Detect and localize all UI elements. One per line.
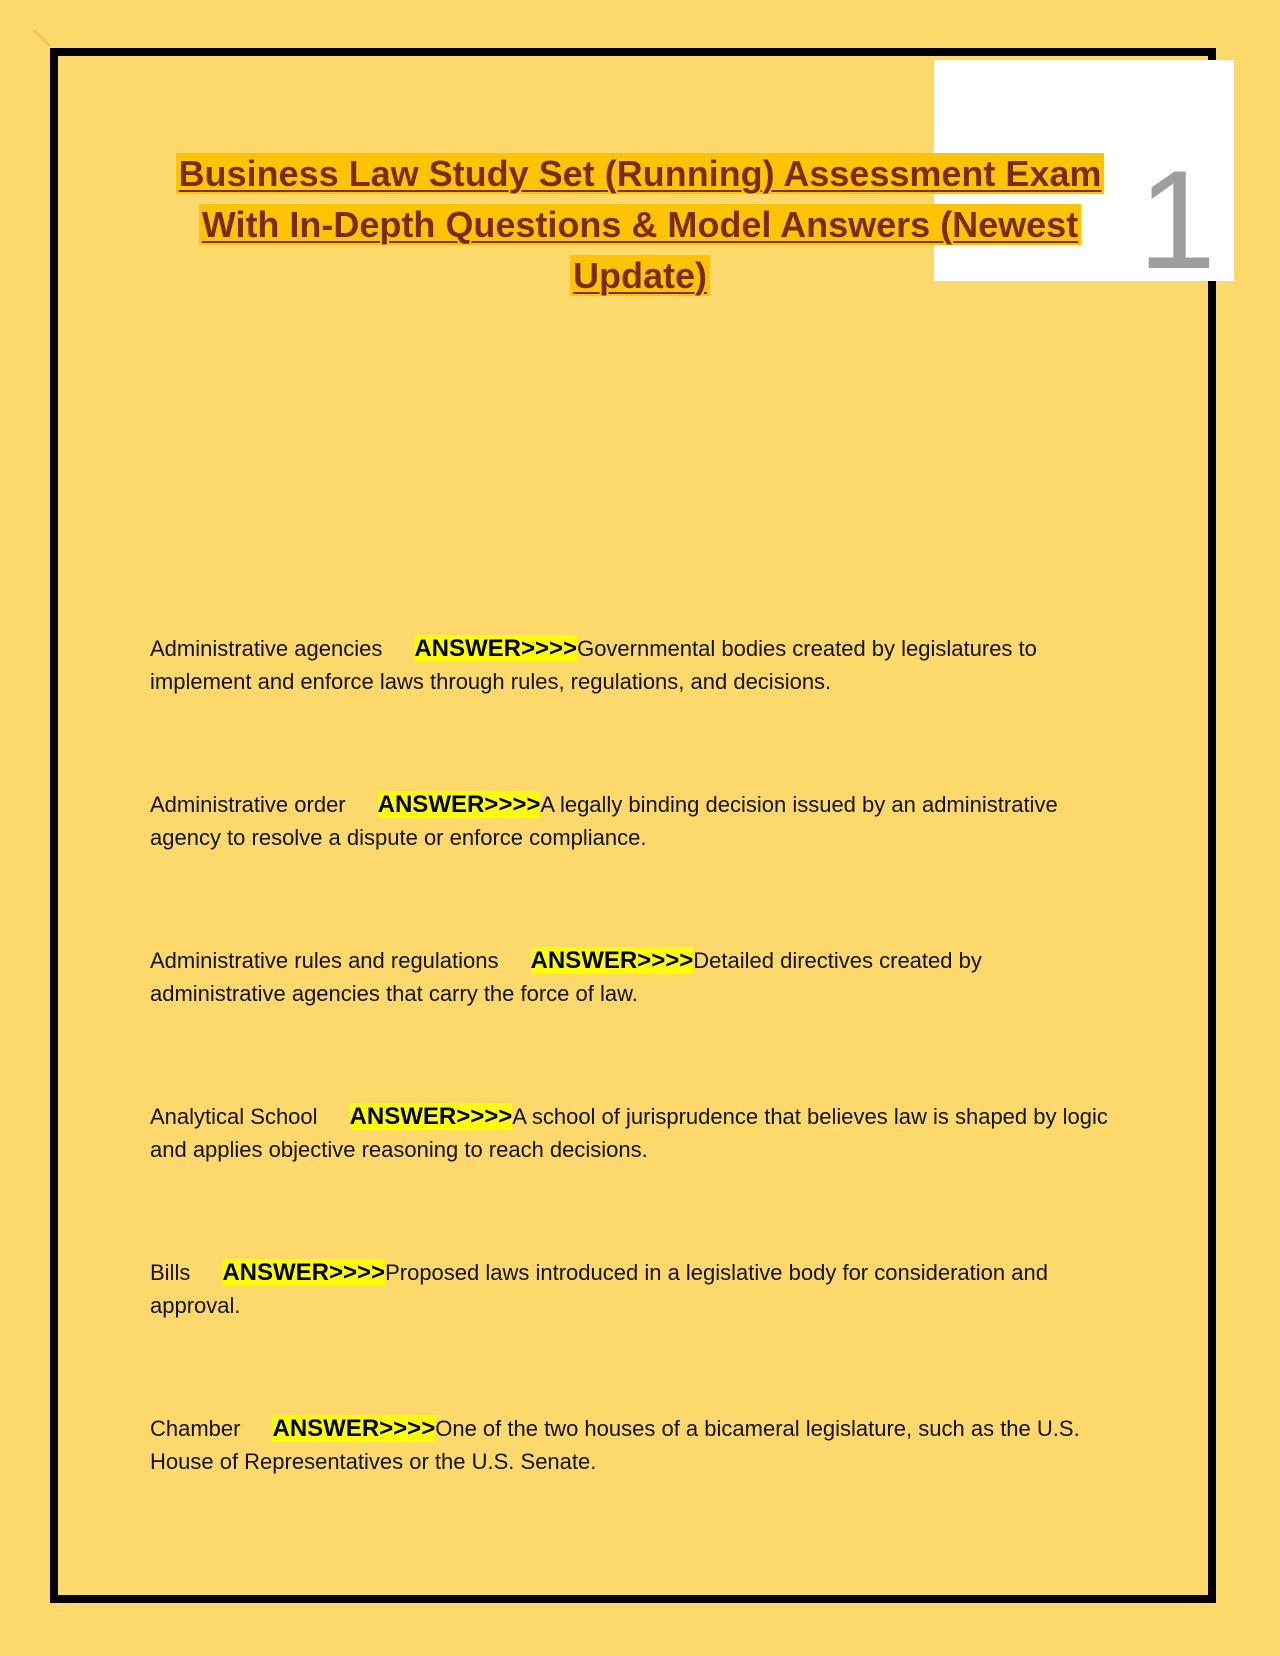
title-line-3: Update)	[570, 255, 710, 296]
qa-item	[150, 944, 1120, 1100]
qa-answer: One of the two houses of a bicameral legislature, such as the U.S. House of Representatives or the U.S. Senate.	[150, 1416, 1080, 1474]
answer-marker: ANSWER>>>>	[222, 1259, 386, 1286]
qa-answer: A legally binding decision issued by an administrative agency to resolve a dispute or enforce compliance.	[150, 792, 1058, 850]
qa-term: Administrative rules and regulations	[150, 948, 499, 973]
answer-marker: ANSWER>>>>	[530, 947, 694, 974]
title-line-2: With In-Depth Questions & Model Answers (Newest	[199, 204, 1081, 245]
answer-marker: ANSWER>>>>	[272, 1415, 436, 1442]
document-title	[150, 148, 1130, 301]
answer-marker: ANSWER>>>>	[349, 1103, 513, 1130]
qa-answer: Detailed directives created by administrative agencies that carry the force of law.	[150, 948, 982, 1006]
qa-answer: Governmental bodies created by legislatures to implement and enforce laws through rules, regulations, and decisions.	[150, 636, 1037, 694]
qa-answer: A school of jurisprudence that believes law is shaped by logic and applies objective reasoning to reach decisions.	[150, 1104, 1108, 1162]
answer-marker: ANSWER>>>>	[414, 635, 578, 662]
corner-mark-icon	[34, 30, 52, 48]
qa-item	[150, 632, 1120, 788]
qa-item	[150, 788, 1120, 944]
qa-term: Administrative agencies	[150, 636, 383, 661]
qa-item	[150, 1256, 1120, 1412]
answer-marker: ANSWER>>>>	[377, 791, 541, 818]
qa-term: Analytical School	[150, 1104, 318, 1129]
qa-term: Administrative order	[150, 792, 346, 817]
qa-item	[150, 1412, 1120, 1568]
page-number: 1	[1138, 141, 1216, 298]
qa-item	[150, 1100, 1120, 1256]
title-line-1: Business Law Study Set (Running) Assessment Exam	[176, 153, 1105, 194]
qa-list	[150, 632, 1120, 1568]
qa-term: Chamber	[150, 1416, 241, 1441]
qa-term: Bills	[150, 1260, 191, 1285]
qa-answer: Proposed laws introduced in a legislative body for consideration and approval.	[150, 1260, 1048, 1318]
